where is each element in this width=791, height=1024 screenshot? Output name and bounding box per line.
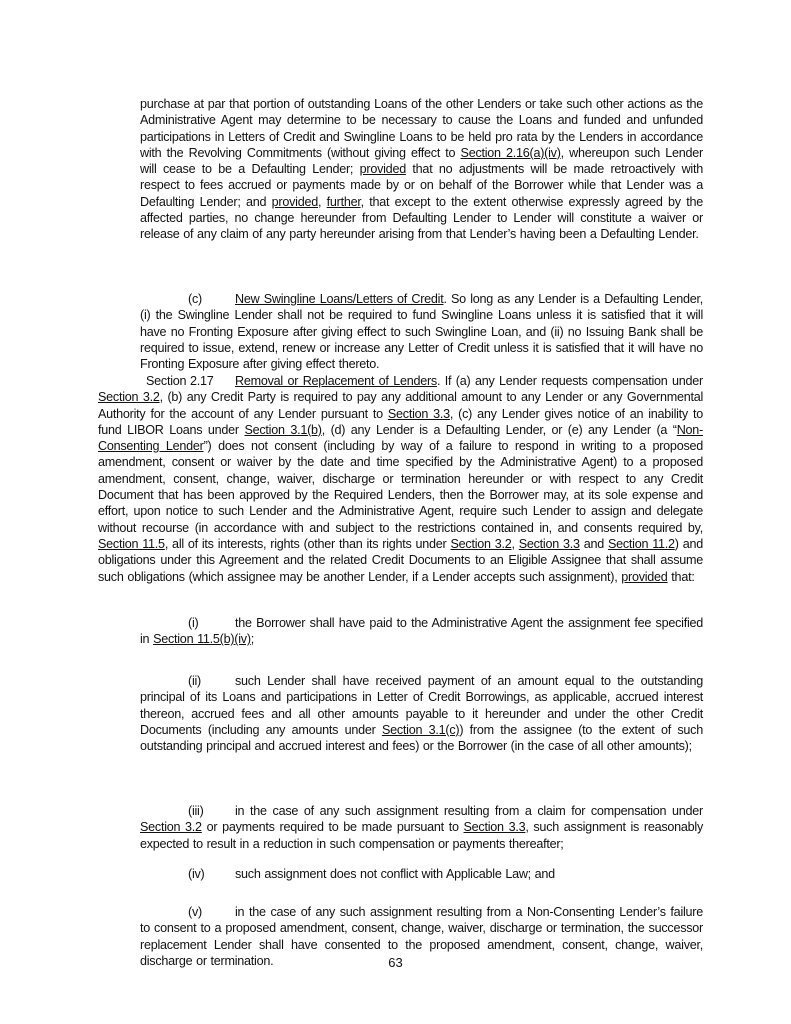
text-run: that no adjustments will be made retroactively with respect to fees accrued or payments made by or on behalf of the Borrower while that Lender was a Defaulting Lender; and [140, 162, 703, 209]
underlined-reference: Section 3.1(c) [381, 722, 460, 737]
underlined-reference: New Swingline Loans/Letters of Credit [235, 292, 444, 306]
clause-label: (i) [188, 616, 199, 630]
text-run: , such assignment is reasonably expected to result in a reduction in such compensation or payments thereafter; [140, 820, 703, 851]
underlined-reference: Section 3.2 [98, 390, 160, 405]
text-run: that: [667, 569, 695, 584]
paragraph-continuation [140, 96, 703, 243]
text-run: such assignment does not conflict with Applicable Law; and [235, 867, 555, 881]
underlined-reference: Section 11.5 [98, 536, 165, 551]
underlined-reference: Section 3.3 [463, 820, 526, 835]
underlined-reference: provided [271, 194, 318, 209]
text-run: , (c) any Lender gives notice of an inability to fund LIBOR Loans under [98, 406, 703, 437]
text-run: , [511, 536, 519, 551]
clause-label: (c) [188, 292, 202, 306]
text-run: , whereupon such Lender will cease to be a Defaulting Lender; [140, 145, 703, 177]
section-2-17 [98, 373, 703, 585]
text-run: , that except to the extent otherwise expressly agreed by the affected parties, no change hereunder from Defaulting Lender to Lender will constitute a waiver or release of any claim of any party hereunder arising from that Lender’s having been a Defaulting Lender. [140, 194, 704, 242]
underlined-reference: further [326, 194, 361, 209]
text-run: , (d) any Lender is a Defaulting Lender, or (e) any Lender (a “ [321, 422, 677, 437]
underlined-reference: Section 3.3 [518, 536, 580, 551]
clause-i [140, 615, 703, 648]
underlined-reference: Non-Consenting Lender [98, 422, 703, 454]
text-run: or payments required to be made pursuant to [201, 820, 464, 835]
underlined-reference: Section 3.1(b) [244, 422, 322, 437]
text-run: in the case of any such assignment resulting from a Non-Consenting Lender’s failure to consent to a proposed amendment, consent, change, waiver, discharge or termination, the successor replacement Lender shall have consented to the proposed amendment, consent, change, waiver, discharge or termination. [140, 905, 703, 968]
text-run: and [579, 536, 608, 551]
text-run: ; [250, 632, 255, 647]
text-run: ) and obligations under this Agreement and the related Credit Documents to an Eligible Assignee that shall assume such obligations (which assignee may be another Lender, if a Lender accepts such assignment), [98, 536, 703, 584]
clause-label: (v) [188, 905, 202, 919]
text-run: . If (a) any Lender requests compensation under [436, 374, 703, 388]
text-run: . So long as any Lender is a Defaulting Lender, (i) the Swingline Lender shall not be required to fund Swingline Loans unless it is satisfied that it will have no Fronting Exposure after giving effect to such Swingline Loan, and (ii) no Issuing Bank shall be required to issue, extend, renew or increase any Letter of Credit unless it is satisfied that it will have no Fronting Exposure after giving effect thereto. [140, 292, 703, 372]
text-run: ”) does not consent (including by way of a failure to respond in writing to a proposed amendment, consent or waiver by the date and time specified by the Administrative Agent) to a proposed amendment, consent, change, waiver, discharge or termination hereunder or with respect to any Credit Document that has been approved by the Required Lenders, then the Borrower may, at its sole expense and effort, upon notice to such Lender and the Administrative Agent, require such Lender to assign and delegate without recourse (in accordance with and subject to the restrictions contained in, and consents required by, [98, 439, 703, 535]
clause-iii [140, 803, 703, 852]
underlined-reference: Section 11.5(b)(iv) [153, 632, 251, 647]
text-run: purchase at par that portion of outstanding Loans of the other Lenders or take such other actions as the Administrative Agent may determine to be necessary to cause the Loans and funded and unfunded participations in Letters of Credit and Swingline Loans to be held pro rata by the Lenders in accordance with the Revolving Commitments (without giving effect to [140, 97, 703, 160]
text-run: , (b) any Credit Party is required to pay any additional amount to any Lender or any Governmental Authority for the account of any Lender pursuant to [98, 390, 704, 421]
clause-ii [140, 673, 703, 754]
clause-label: (iii) [188, 804, 204, 818]
clause-iv [140, 866, 703, 882]
text-run: , [317, 194, 327, 209]
underlined-reference: Section 3.3 [387, 406, 450, 421]
text-run: the Borrower shall have paid to the Administrative Agent the assignment fee specified in [140, 616, 703, 647]
text-run: in the case of any such assignment resulting from a claim for compensation under [235, 804, 703, 818]
clause-label: (iv) [188, 867, 205, 881]
clause-label: Section 2.17 [146, 374, 214, 388]
clause-label: (ii) [188, 674, 201, 688]
text-run: ) from the assignee (to the extent of such outstanding principal and accrued interest and fees) or the Borrower (in the case of all other amounts); [140, 722, 703, 754]
text-run: such Lender shall have received payment of an amount equal to the outstanding principal of its Loans and participations in Letter of Credit Borrowings, as applicable, accrued interest thereon, accrued fees and all other amounts payable to it hereunder and under the other Credit Documents (including any amounts under [140, 674, 703, 737]
underlined-reference: Section 11.2 [607, 536, 675, 551]
underlined-reference: provided [621, 569, 668, 584]
underlined-reference: Removal or Replacement of Lenders [235, 374, 437, 388]
text-run: , all of its interests, rights (other than its rights under [164, 536, 451, 551]
page-number: 63 [388, 955, 403, 970]
underlined-reference: Section 2.16(a)(iv) [460, 145, 561, 160]
underlined-reference: Section 3.2 [140, 820, 202, 835]
underlined-reference: provided [359, 162, 406, 177]
underlined-reference: Section 3.2 [450, 536, 512, 551]
paragraph-c [140, 291, 703, 372]
